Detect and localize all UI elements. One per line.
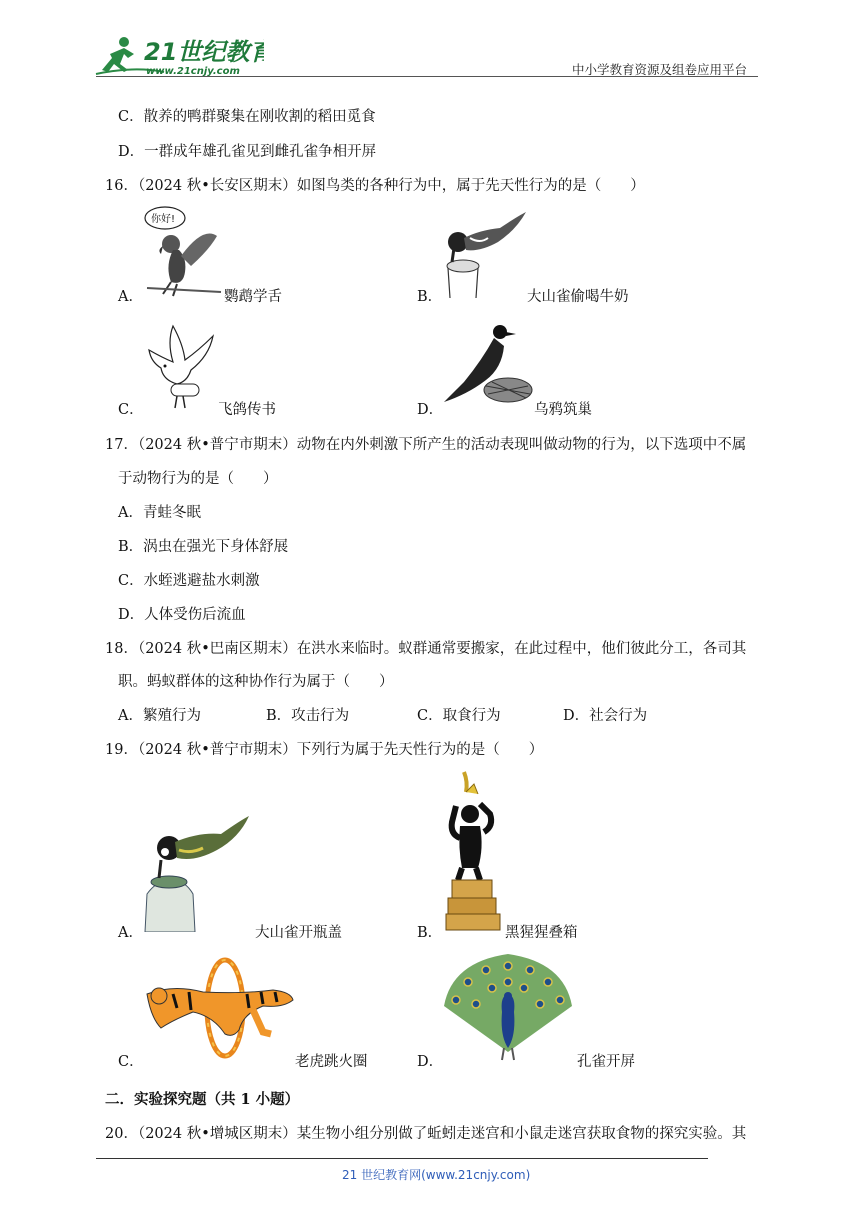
platform-name: 中小学教育资源及组卷应用平台 <box>572 62 748 77</box>
q17-stem-line2: 于动物行为的是（ ） <box>118 471 278 487</box>
q19-option-b-caption: 黑猩猩叠箱 <box>505 925 578 941</box>
q17-option-d: D．人体受伤后流血 <box>118 607 246 623</box>
q16-option-d-caption: 乌鸦筑巢 <box>534 402 592 418</box>
great-tit-milk-image <box>440 208 528 298</box>
q18-option-b: B．攻击行为 <box>266 708 350 724</box>
q18-stem-line1: 18．（2024 秋•巴南区期末）在洪水来临时。蚁群通常要搬家，在此过程中，他们彼此分工，各司其 <box>105 641 747 657</box>
q19-stem: 19．（2024 秋•普宁市期末）下列行为属于先天性行为的是（ ） <box>105 742 544 758</box>
header-divider <box>96 76 758 77</box>
section-title: 二．实验探究题（共 1 小题） <box>105 1091 300 1108</box>
q17-stem-line1: 17．（2024 秋•普宁市期末）动物在内外刺激下所产生的活动表现叫做动物的行为，以下选项中不属 <box>105 437 747 453</box>
q20-stem: 20．（2024 秋•增城区期末）某生物小组分别做了蚯蚓走迷宫和小鼠走迷宫获取食物的探究实验。其 <box>105 1126 747 1142</box>
q19-option-c-caption: 老虎跳火圈 <box>295 1054 368 1070</box>
crow-nest-image <box>442 320 534 412</box>
footer-divider <box>96 1158 708 1159</box>
speech-bubble-text: 你好! <box>151 214 176 225</box>
q19-option-a-caption: 大山雀开瓶盖 <box>255 925 342 941</box>
q19-option-d-caption: 孔雀开屏 <box>577 1054 635 1070</box>
q19-option-c-letter: C． <box>118 1054 144 1070</box>
q16-option-c-letter: C． <box>118 402 144 418</box>
logo-title: 21世纪教育 <box>144 38 264 66</box>
q19-option-d-letter: D． <box>417 1054 444 1070</box>
q16-option-a-letter: A． <box>118 289 143 305</box>
q18-option-a: A．繁殖行为 <box>118 708 201 724</box>
q16-option-b-letter: B． <box>417 289 443 305</box>
q18-stem-line2: 职。蚂蚁群体的这种协作行为属于（ ） <box>118 674 394 690</box>
q18-option-d: D．社会行为 <box>563 708 648 724</box>
tiger-hoop-image <box>143 954 295 1062</box>
q17-option-a: A．青蛙冬眠 <box>118 505 201 521</box>
great-tit-bottle-image <box>143 812 251 932</box>
q16-option-c-caption: 飞鸽传书 <box>218 402 276 418</box>
q19-option-b-letter: B． <box>417 925 443 941</box>
q16-option-d-letter: D． <box>417 402 444 418</box>
q15-option-d: D．一群成年雄孔雀见到雌孔雀争相开屏 <box>118 144 377 160</box>
pigeon-image <box>143 322 219 412</box>
chimpanzee-boxes-image <box>444 768 502 932</box>
q17-option-b: B．涡虫在强光下身体舒展 <box>118 539 289 555</box>
q17-option-c: C．水蛭逃避盐水刺激 <box>118 573 260 589</box>
parrot-image <box>143 206 223 298</box>
footer-text[interactable]: 21 世纪教育网(www.21cnjy.com) <box>342 1168 531 1182</box>
site-logo <box>94 34 264 78</box>
peacock-image <box>442 952 574 1062</box>
q16-option-b-caption: 大山雀偷喝牛奶 <box>527 289 629 305</box>
q16-stem: 16．（2024 秋•长安区期末）如图鸟类的各种行为中，属于先天性行为的是（ ） <box>105 178 645 194</box>
q19-option-a-letter: A． <box>118 925 143 941</box>
q16-option-a-caption: 鹦鹉学舌 <box>224 289 282 305</box>
q15-option-c: C．散养的鸭群聚集在刚收割的稻田觅食 <box>118 109 376 125</box>
q18-option-c: C．取食行为 <box>417 708 501 724</box>
logo-url: www.21cnjy.com <box>146 66 240 77</box>
